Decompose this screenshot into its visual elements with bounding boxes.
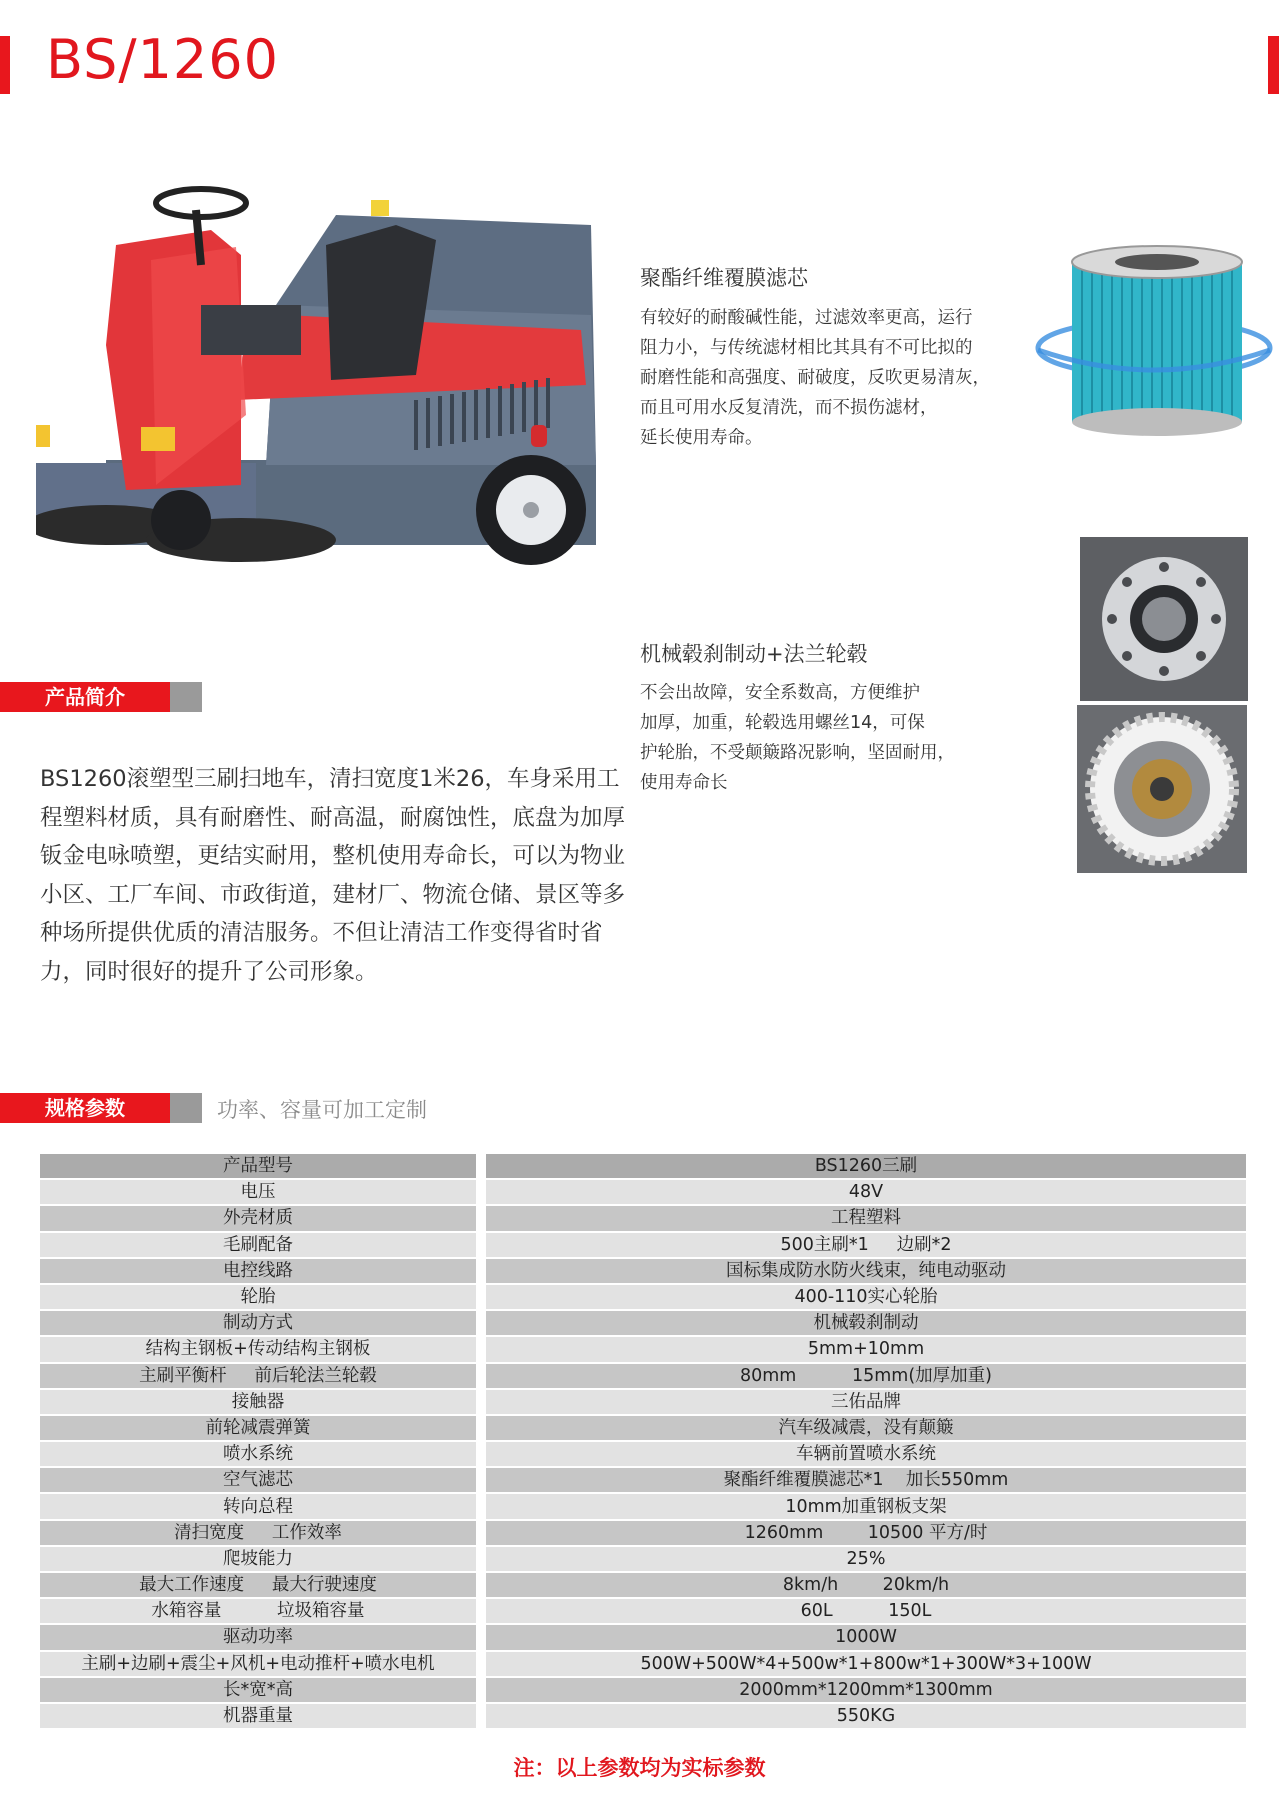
spec-gap <box>476 1416 486 1442</box>
spec-gap <box>476 1678 486 1704</box>
spec-row <box>40 1547 1246 1573</box>
spec-section-label: 规格参数 <box>0 1093 170 1123</box>
spec-value: 机械毂刹制动 <box>486 1311 1246 1337</box>
spec-row <box>40 1494 1246 1520</box>
spec-value: 聚酯纤维覆膜滤芯*1 加长550mm <box>486 1468 1246 1494</box>
spec-row <box>40 1442 1246 1468</box>
spec-gap <box>476 1259 486 1285</box>
spec-row <box>40 1364 1246 1390</box>
spec-gap <box>476 1154 486 1180</box>
spec-gap <box>476 1233 486 1259</box>
spec-value: 500W+500W*4+500w*1+800w*1+300W*3+100W <box>486 1652 1246 1678</box>
spec-value: 400-110实心轮胎 <box>486 1285 1246 1311</box>
spec-gap <box>476 1599 486 1625</box>
spec-value: 2000mm*1200mm*1300mm <box>486 1678 1246 1704</box>
spec-row <box>40 1311 1246 1337</box>
spec-section-gray-tab <box>170 1093 202 1123</box>
spec-value: 三佑品牌 <box>486 1390 1246 1416</box>
feature-brake-line: 护轮胎，不受颠簸路况影响，坚固耐用， <box>640 743 955 763</box>
spec-row <box>40 1573 1246 1599</box>
feature-brake-title: 机械毂刹制动+法兰轮毂 <box>640 642 868 666</box>
spec-value: 5mm+10mm <box>486 1337 1246 1363</box>
brake-drum-image <box>1077 705 1247 873</box>
feature-filter-line: 有较好的耐酸碱性能，过滤效率更高，运行 <box>640 308 973 328</box>
intro-section-gray-tab <box>170 682 202 712</box>
spec-value: 500主刷*1 边刷*2 <box>486 1233 1246 1259</box>
spec-label: 电压 <box>40 1180 476 1206</box>
spec-label: 主刷平衡杆 前后轮法兰轮毂 <box>40 1364 476 1390</box>
spec-gap <box>476 1390 486 1416</box>
intro-paragraph: BS1260滚塑型三刷扫地车，清扫宽度1米26，车身采用工程塑料材质，具有耐磨性、耐高温，耐腐蚀性，底盘为加厚钣金电咏喷塑，更结实耐用，整机使用寿命长，可以为物业小区、工厂车间、市政街道，建材厂、物流仓储、景区等多种场所提供优质的清洁服务。不但让清洁工作变得省时省力，同时很好的提升了公司形象。 <box>40 766 626 985</box>
spec-label: 水箱容量 垃圾箱容量 <box>40 1599 476 1625</box>
spec-value: 1000W <box>486 1625 1246 1651</box>
feature-brake-line: 不会出故障，安全系数高，方便维护 <box>640 683 920 703</box>
spec-value: 48V <box>486 1180 1246 1206</box>
filter-cartridge-image <box>1030 240 1279 450</box>
feature-filter-line: 耐磨性能和高强度、耐破度，反吹更易清灰， <box>640 368 990 388</box>
spec-label: 机器重量 <box>40 1704 476 1730</box>
spec-value: BS1260三刷 <box>486 1154 1246 1180</box>
feature-filter-line: 阻力小，与传统滤材相比其具有不可比拟的 <box>640 338 973 358</box>
spec-gap <box>476 1573 486 1599</box>
spec-label: 转向总程 <box>40 1494 476 1520</box>
spec-row <box>40 1233 1246 1259</box>
spec-row <box>40 1652 1246 1678</box>
feature-filter-body <box>640 303 1020 453</box>
spec-row <box>40 1599 1246 1625</box>
spec-value: 汽车级减震，没有颠簸 <box>486 1416 1246 1442</box>
intro-section-label: 产品简介 <box>0 682 170 712</box>
spec-section-header <box>0 1093 202 1123</box>
spec-value: 80mm 15mm(加厚加重) <box>486 1364 1246 1390</box>
spec-gap <box>476 1337 486 1363</box>
spec-gap <box>476 1494 486 1520</box>
spec-label: 外壳材质 <box>40 1206 476 1232</box>
spec-subtitle: 功率、容量可加工定制 <box>217 1098 427 1122</box>
sweeper-product-image <box>36 185 636 645</box>
spec-row <box>40 1416 1246 1442</box>
spec-row <box>40 1468 1246 1494</box>
spec-row <box>40 1704 1246 1730</box>
spec-label: 长*宽*高 <box>40 1678 476 1704</box>
spec-row <box>40 1390 1246 1416</box>
footer-note: 注：以上参数均为实标参数 <box>513 1756 766 1780</box>
spec-gap <box>476 1206 486 1232</box>
left-accent-bar <box>0 36 10 94</box>
spec-gap <box>476 1625 486 1651</box>
spec-value: 25% <box>486 1547 1246 1573</box>
spec-value: 10mm加重钢板支架 <box>486 1494 1246 1520</box>
spec-gap <box>476 1547 486 1573</box>
spec-value: 工程塑料 <box>486 1206 1246 1232</box>
spec-value: 1260mm 10500 平方/时 <box>486 1521 1246 1547</box>
spec-label: 毛刷配备 <box>40 1233 476 1259</box>
spec-value: 60L 150L <box>486 1599 1246 1625</box>
spec-row <box>40 1285 1246 1311</box>
spec-gap <box>476 1652 486 1678</box>
spec-gap <box>476 1364 486 1390</box>
spec-row <box>40 1259 1246 1285</box>
intro-section-header <box>0 682 202 712</box>
spec-row <box>40 1180 1246 1206</box>
spec-label: 清扫宽度 工作效率 <box>40 1521 476 1547</box>
spec-label: 制动方式 <box>40 1311 476 1337</box>
spec-gap <box>476 1442 486 1468</box>
spec-gap <box>476 1521 486 1547</box>
flange-hub-image <box>1080 537 1248 701</box>
spec-label: 空气滤芯 <box>40 1468 476 1494</box>
spec-label: 电控线路 <box>40 1259 476 1285</box>
spec-label: 结构主钢板+传动结构主钢板 <box>40 1337 476 1363</box>
spec-gap <box>476 1704 486 1730</box>
feature-filter-line: 延长使用寿命。 <box>640 428 763 448</box>
spec-label: 爬坡能力 <box>40 1547 476 1573</box>
spec-gap <box>476 1180 486 1206</box>
spec-label: 主刷+边刷+震尘+风机+电动推杆+喷水电机 <box>40 1652 476 1678</box>
spec-row <box>40 1206 1246 1232</box>
spec-label: 接触器 <box>40 1390 476 1416</box>
spec-gap <box>476 1311 486 1337</box>
right-accent-bar <box>1268 36 1279 94</box>
feature-filter-title: 聚酯纤维覆膜滤芯 <box>640 266 808 290</box>
spec-gap <box>476 1285 486 1311</box>
feature-brake-line: 加厚，加重，轮毂选用螺丝14，可保 <box>640 713 925 733</box>
spec-row <box>40 1678 1246 1704</box>
spec-table <box>40 1154 1246 1730</box>
spec-label: 驱动功率 <box>40 1625 476 1651</box>
spec-label: 轮胎 <box>40 1285 476 1311</box>
spec-row <box>40 1154 1246 1180</box>
spec-label: 前轮减震弹簧 <box>40 1416 476 1442</box>
spec-value: 8km/h 20km/h <box>486 1573 1246 1599</box>
spec-gap <box>476 1468 486 1494</box>
spec-label: 最大工作速度 最大行驶速度 <box>40 1573 476 1599</box>
page-title: BS/1260 <box>46 28 279 91</box>
spec-value: 车辆前置喷水系统 <box>486 1442 1246 1468</box>
feature-filter-line: 而且可用水反复清洗，而不损伤滤材， <box>640 398 938 418</box>
spec-row <box>40 1521 1246 1547</box>
spec-label: 产品型号 <box>40 1154 476 1180</box>
spec-value: 550KG <box>486 1704 1246 1730</box>
spec-label: 喷水系统 <box>40 1442 476 1468</box>
feature-brake-line: 使用寿命长 <box>640 773 728 793</box>
spec-row <box>40 1337 1246 1363</box>
spec-value: 国标集成防水防火线束，纯电动驱动 <box>486 1259 1246 1285</box>
spec-row <box>40 1625 1246 1651</box>
feature-brake-body <box>640 678 1000 798</box>
